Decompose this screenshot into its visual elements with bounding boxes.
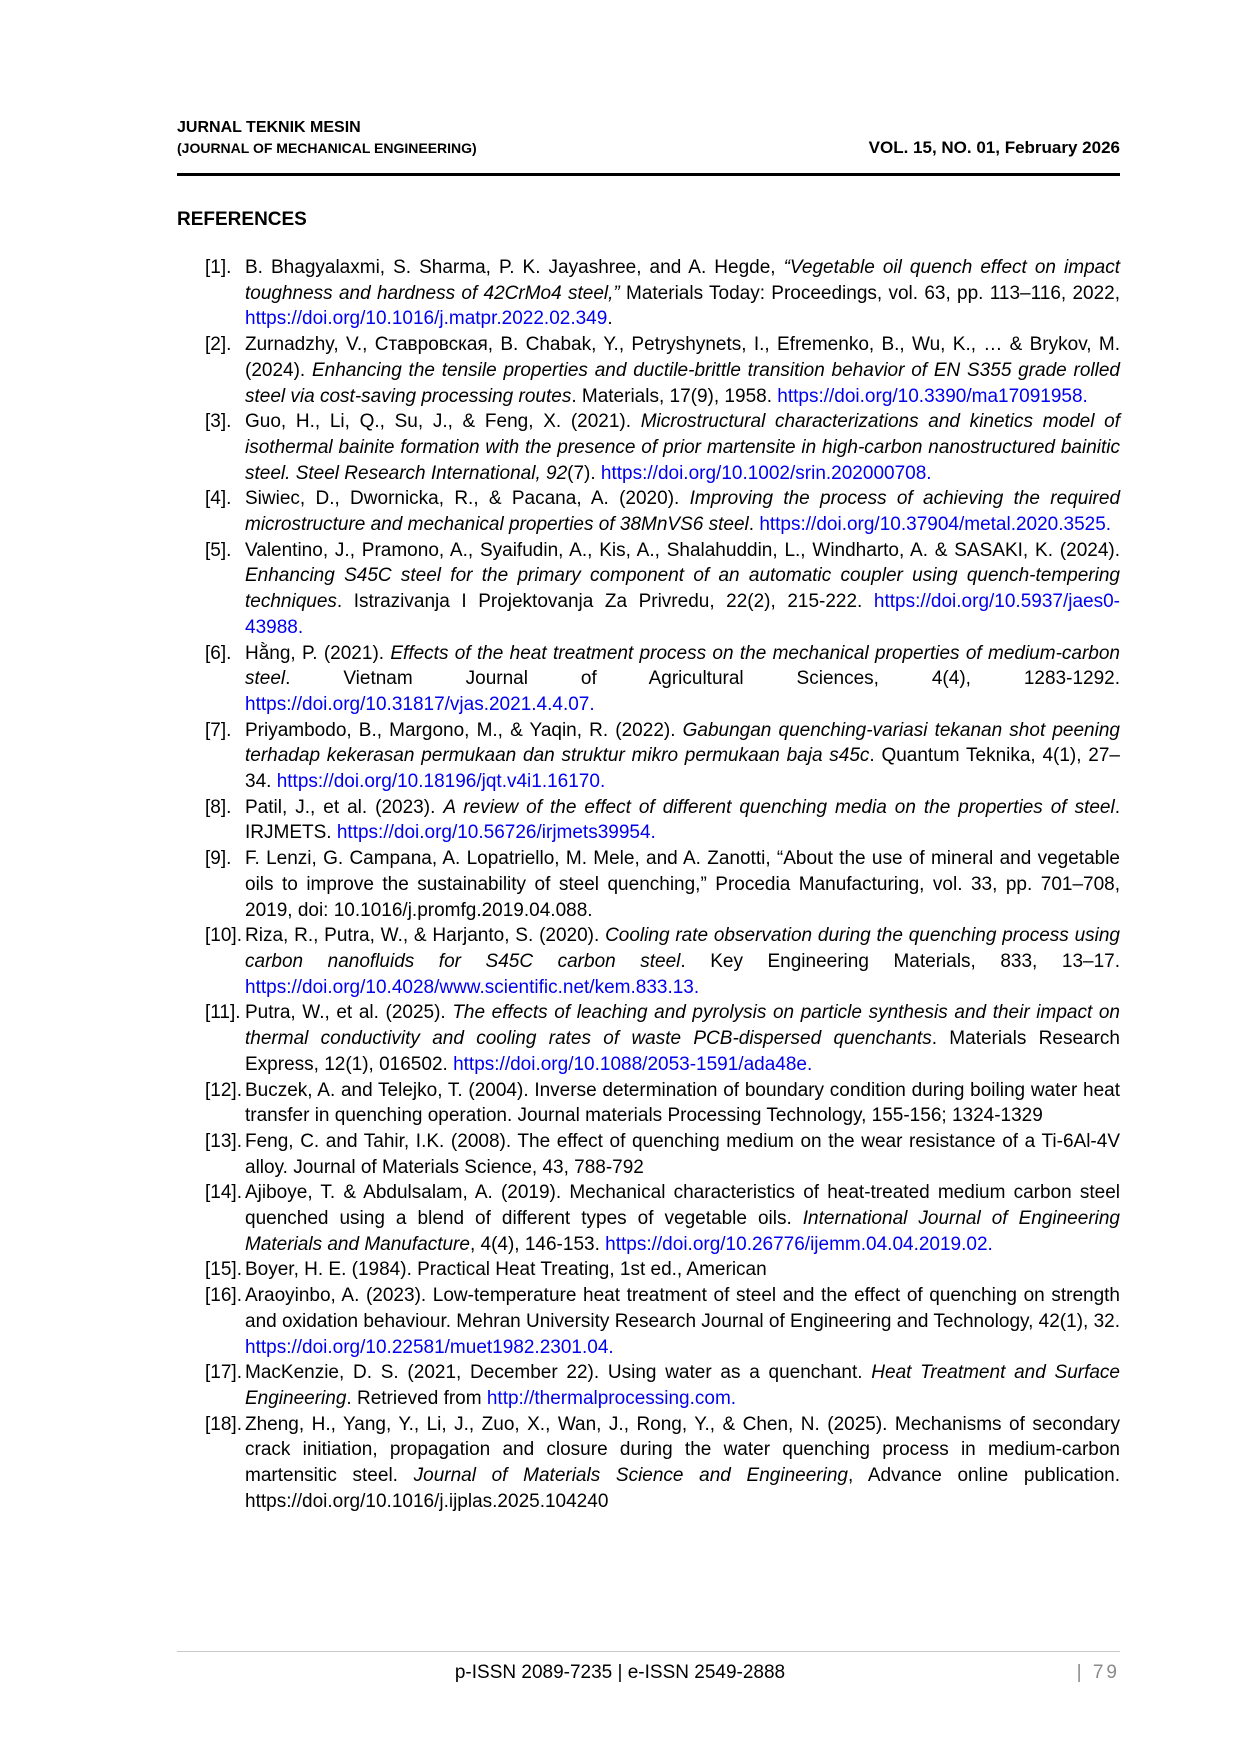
reference-title-italic: “Vegetable oil quench effect on impact toughness and hardness of 42CrMo4 steel,”: [245, 257, 1120, 304]
reference-link[interactable]: https://doi.org/10.56726/irjmets39954.: [336, 822, 656, 844]
reference-segment: . Materials Research Express, 12(1), 016502.: [245, 1028, 1120, 1075]
reference-title-italic: Microstructural characterizations and kinetics model of isothermal bainite formation with the presence of prior martensite in high-carbon nanostructured bainitic steel. Steel Research International, 92: [245, 411, 1120, 484]
reference-link[interactable]: https://doi.org/10.4028/www.scientific.net/kem.833.13.: [245, 976, 700, 998]
reference-number: [12].: [205, 1079, 242, 1101]
reference-text: [245, 641, 1120, 718]
reference-text: [245, 718, 1120, 795]
reference-segment: . Retrieved from: [346, 1387, 487, 1409]
reference-link[interactable]: https://doi.org/10.18196/jqt.v4i1.16170.: [276, 771, 606, 793]
reference-number: [5].: [205, 539, 232, 561]
reference-number: [16].: [205, 1285, 242, 1307]
header-divider: [177, 173, 1120, 176]
reference-item: [205, 538, 1120, 641]
reference-item: [205, 718, 1120, 795]
reference-text: [245, 1283, 1120, 1360]
reference-link[interactable]: https://doi.org/10.5937/jaes0-43988.: [245, 591, 1120, 638]
reference-link[interactable]: https://doi.org/10.3390/ma17091958.: [777, 385, 1088, 407]
reference-number: [6].: [205, 642, 232, 664]
reference-text: [245, 1180, 1120, 1257]
reference-segment: Buczek, A. and Telejko, T. (2004). Inverse determination of boundary condition during boiling water heat transfer in quenching operation. Journal materials Processing Technology, 155-156; 1324-1329: [245, 1079, 1120, 1127]
reference-segment: Boyer, H. E. (1984). Practical Heat Treating, 1st ed., American: [245, 1259, 767, 1281]
reference-segment: Zheng, H., Yang, Y., Li, J., Zuo, X., Wan, J., Rong, Y., & Chen, N. (2025). Mechanisms of secondary crack initiation, propagation and closure during the water quenching process in medium-carbon martensitic steel.: [245, 1413, 1120, 1487]
reference-number: [13].: [205, 1130, 242, 1152]
reference-segment: Zurnadzhy, V., Ставровская, B. Chabak, Y., Petryshynets, I., Efremenko, B., Wu, K., … & Brykov, M. (2024).: [245, 334, 1120, 381]
reference-title-italic: Effects of the heat treatment process on the mechanical properties of medium-carbon steel: [245, 642, 1120, 690]
reference-text: [245, 846, 1120, 923]
reference-segment: Priyambodo, B., Margono, M., & Yaqin, R. (2022).: [245, 719, 683, 741]
reference-segment: Feng, C. and Tahir, I.K. (2008). The effect of quenching medium on the wear resistance of a Ti-6Al-4V alloy. Journal of Materials Science, 43, 788-792: [245, 1130, 1120, 1178]
reference-segment: Hằng, P. (2021).: [245, 642, 391, 664]
page-number: | 79: [1076, 1662, 1120, 1683]
reference-item: [205, 795, 1120, 846]
reference-segment: , Advance online publication. https://doi.org/10.1016/j.ijplas.2025.104240: [245, 1465, 1121, 1512]
volume-info: VOL. 15, NO. 01, February 2026: [868, 138, 1120, 157]
reference-item: [205, 486, 1120, 537]
reference-link[interactable]: https://doi.org/10.31817/vjas.2021.4.4.07.: [245, 693, 595, 715]
reference-number: [15].: [205, 1259, 242, 1281]
reference-segment: .: [607, 308, 613, 330]
reference-title-italic: International Journal of Engineering Materials and Manufacture: [245, 1208, 1120, 1255]
reference-number: [11].: [205, 1002, 241, 1024]
reference-segment: . Istrazivanja I Projektovanja Za Privredu, 22(2), 215-222.: [336, 591, 874, 613]
reference-text: [245, 538, 1120, 641]
reference-number: [10].: [205, 925, 242, 947]
reference-text: [245, 1360, 1120, 1411]
reference-title-italic: Cooling rate observation during the quenching process using carbon nanofluids for S45C carbon steel: [245, 925, 1120, 972]
reference-segment: Materials Today: Proceedings, vol. 63, pp. 113–116, 2022,: [619, 282, 1120, 304]
reference-text: [245, 1078, 1120, 1129]
reference-number: [1].: [205, 257, 232, 278]
reference-title-italic: Journal of Materials Science and Engineering: [413, 1465, 848, 1487]
reference-segment: Riza, R., Putra, W., & Harjanto, S. (2020).: [245, 925, 606, 947]
reference-number: [14].: [205, 1182, 242, 1204]
reference-item: [205, 1360, 1120, 1411]
reference-segment: Araoyinbo, A. (2023). Low-temperature heat treatment of steel and the effect of quenching on strength and oxidation behaviour. Mehran University Research Journal of Engineering and Technology, 42(1), 32.: [245, 1285, 1120, 1332]
reference-number: [2].: [205, 334, 232, 356]
reference-text: [245, 1257, 1120, 1283]
reference-link[interactable]: http://thermalprocessing.com.: [486, 1387, 737, 1409]
reference-title-italic: A review of the effect of different quenching media on the properties of steel: [443, 796, 1115, 818]
reference-item: [205, 641, 1120, 718]
reference-item: [205, 1412, 1120, 1515]
reference-link[interactable]: https://doi.org/10.26776/ijemm.04.04.2019.02.: [605, 1233, 993, 1255]
reference-segment: .: [748, 514, 760, 536]
reference-segment: Valentino, J., Pramono, A., Syaifudin, A., Kis, A., Shalahuddin, L., Windharto, A. & SASAKI, K. (2024).: [245, 539, 1120, 561]
reference-item: [205, 1257, 1120, 1283]
reference-segment: Guo, H., Li, Q., Su, J., & Feng, X. (2021).: [245, 411, 641, 433]
footer-divider: [177, 1651, 1120, 1652]
reference-segment: . Materials, 17(9), 1958.: [571, 385, 778, 407]
reference-title-italic: Enhancing S45C steel for the primary component of an automatic coupler using quench-tempering techniques: [245, 565, 1120, 613]
reference-text: [245, 1129, 1120, 1180]
reference-number: [9].: [205, 848, 232, 870]
reference-title-italic: The effects of leaching and pyrolysis on particle synthesis and their impact on thermal conductivity and cooling rates of waste PCB-dispersed quenchants: [245, 1002, 1120, 1050]
reference-item: [205, 332, 1120, 409]
reference-text: [245, 923, 1120, 1000]
reference-segment: . Vietnam Journal of Agricultural Sciences, 4(4), 1283-1292.: [285, 668, 1120, 690]
reference-item: [205, 255, 1120, 332]
reference-item: [205, 1000, 1120, 1077]
reference-segment: MacKenzie, D. S. (2021, December 22). Using water as a quenchant.: [245, 1362, 872, 1384]
reference-segment: , 4(4), 146-153.: [469, 1233, 606, 1255]
reference-text: [245, 255, 1120, 332]
reference-number: [18].: [205, 1413, 242, 1435]
reference-link[interactable]: https://doi.org/10.37904/metal.2020.3525.: [759, 514, 1112, 536]
reference-segment: . IRJMETS.: [245, 796, 1120, 844]
page-header: [177, 118, 1120, 157]
reference-text: [245, 1412, 1120, 1515]
reference-segment: Siwiec, D., Dwornicka, R., & Pacana, A. (2020).: [245, 488, 690, 510]
reference-text: [245, 795, 1120, 846]
reference-item: [205, 1129, 1120, 1180]
reference-number: [4].: [205, 488, 232, 510]
reference-segment: (7).: [567, 462, 601, 484]
reference-title-italic: Heat Treatment and Surface Engineering: [245, 1362, 1120, 1409]
reference-text: [245, 409, 1120, 486]
reference-title-italic: Improving the process of achieving the required microstructure and mechanical properties of 38MnVS6 steel: [245, 488, 1121, 536]
reference-link[interactable]: https://doi.org/10.1088/2053-1591/ada48e.: [453, 1053, 813, 1075]
reference-item: [205, 1180, 1120, 1257]
reference-list: [205, 255, 1120, 1514]
journal-title: JURNAL TEKNIK MESIN: [177, 119, 361, 136]
reference-segment: . Quantum Teknika, 4(1), 27–34.: [245, 745, 1120, 793]
reference-number: [17].: [205, 1362, 242, 1384]
reference-number: [3].: [205, 411, 232, 433]
reference-title-italic: Gabungan quenching-variasi tekanan shot peening terhadap kekerasan permukaan dan struktur mikro permukaan baja s45c: [245, 719, 1120, 767]
reference-segment: F. Lenzi, G. Campana, A. Lopatriello, M. Mele, and A. Zanotti, “About the use of mineral and vegetable oils to improve the sustainability of steel quenching,” Procedia Manufacturing, vol. 33, pp. 701–708, 2019, doi: 10.1016/j.promfg.2019.04.088.: [245, 848, 1120, 921]
reference-item: [205, 846, 1120, 923]
reference-segment: Ajiboye, T. & Abdulsalam, A. (2019). Mechanical characteristics of heat-treated medium carbon steel quenched using a blend of different types of vegetable oils.: [245, 1182, 1120, 1230]
reference-item: [205, 1078, 1120, 1129]
reference-link[interactable]: https://doi.org/10.22581/muet1982.2301.04.: [245, 1336, 614, 1358]
reference-title-italic: Enhancing the tensile properties and ductile-brittle transition behavior of EN S355 grade rolled steel via cost-saving processing routes: [245, 359, 1121, 407]
reference-text: [245, 486, 1120, 537]
reference-item: [205, 1283, 1120, 1360]
section-heading: REFERENCES: [177, 209, 307, 230]
reference-text: [245, 1000, 1120, 1077]
reference-item: [205, 409, 1120, 486]
footer-issn: p-ISSN 2089-7235 | e-ISSN 2549-2888: [454, 1662, 786, 1683]
reference-segment: Patil, J., et al. (2023).: [245, 796, 444, 818]
reference-number: [7].: [205, 719, 232, 741]
reference-item: [205, 923, 1120, 1000]
journal-subtitle: (JOURNAL OF MECHANICAL ENGINEERING): [177, 140, 477, 156]
reference-segment: B. Bhagyalaxmi, S. Sharma, P. K. Jayashree, and A. Hegde,: [245, 257, 784, 278]
reference-number: [8].: [205, 796, 232, 818]
reference-link[interactable]: https://doi.org/10.1002/srin.202000708.: [600, 462, 932, 484]
reference-segment: Putra, W., et al. (2025).: [245, 1002, 453, 1024]
reference-text: [245, 332, 1120, 409]
reference-link[interactable]: https://doi.org/10.1016/j.matpr.2022.02.349: [245, 308, 608, 330]
reference-segment: . Key Engineering Materials, 833, 13–17.: [680, 950, 1120, 972]
